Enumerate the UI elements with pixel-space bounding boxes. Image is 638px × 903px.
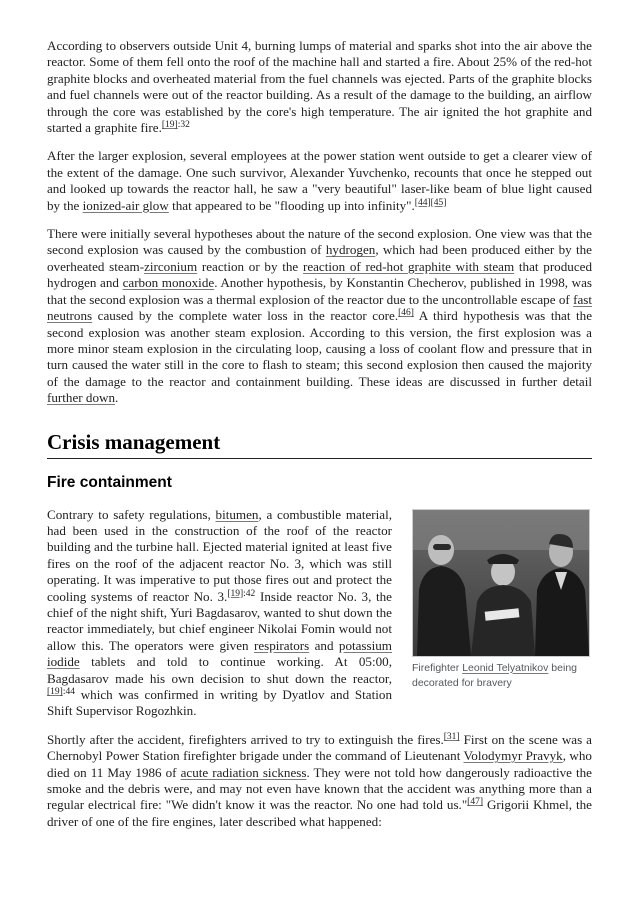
- paragraph-explosion-hypotheses: There were initially several hypotheses about the nature of the second explosion. One view was that the second explosion was caused by the combustion of hydrogen, which had been produced either by the overheated steam-zirconium reaction or by the reaction of red-hot graphite with steam that produced hydrogen and carbon monoxide. Another hypothesis, by Konstantin Checherov, published in 1998, was that the second explosion was a thermal explosion of the reactor due to the uncontrollable escape of fast neutrons caused by the complete water loss in the reactor core.[46] A third hypothesis was that the second explosion was another steam explosion. According to this version, the first explosion was a more minor steam explosion in the circulating loop, causing a loss of coolant flow and pressure that in turn caused the water still in the core to flash to steam; this second explosion then caused the majority of the damage to the reactor and containment building. These ideas are discussed in further detail further down.: [47, 226, 593, 406]
- paragraph-reactor-3-fires: Contrary to safety regulations, bitumen, a combustible material, had been used in the construction of the roof of the reactor building and the turbine hall. Ejected material ignited at least five fires on the roof of the adjacent reactor No. 3, which was still operating. It was imperative to put those fires out and protect the cooling systems of reactor No. 3.$^{[19]:42}$ Inside reactor No. 3, the chief of the night shift, Yuri Bagdasarov, wanted to shut down the reactor immediately, but chief engineer Nikolai Fomin would not allow this. The operators were given respirators and potassium iodide tablets and told to continue working. At 05:00, Bagdasarov made his own decision to shut down the reactor,$^{[19]:44}$ which was confirmed in writing by Dyatlov and Station Shift Supervisor Rogozhkin.: [47, 506, 392, 719]
- citation-44[interactable]: [44]: [414, 197, 431, 208]
- link-zirconium[interactable]: zirconium: [144, 258, 198, 274]
- link-fast-neutrons[interactable]: fast neutrons: [47, 291, 592, 324]
- section-heading-crisis-management: Crisis management: [47, 429, 592, 459]
- citation-31[interactable]: [31]: [443, 731, 460, 742]
- link-ionized-air-glow[interactable]: ionized-air glow: [82, 197, 169, 213]
- link-respirators[interactable]: respirators: [253, 637, 310, 653]
- link-acute-radiation-sickness[interactable]: acute radiation sickness: [180, 764, 307, 780]
- paragraph-graphite-fire: [47, 38, 592, 136]
- citation-19-42[interactable]: [19]:42: [227, 588, 256, 599]
- citation-46[interactable]: [46]: [398, 308, 414, 319]
- paragraph-text: According to observers outside Unit 4, burning lumps of material and sparks shot into the air above the reactor. Some of them fell onto the roof of the machine hall and started a fire. About 25% of the red-hot graphite blocks and overheated material from the fuel channels was ejected. Parts of the graphite blocks and fuel channels were out of the reactor building. As a result of the damage to the building, an airflow through the core was established by the core's high temperature. The air ignited the hot graphite and started a graphite fire.: [47, 38, 592, 136]
- citation-45[interactable]: [45]: [430, 197, 447, 208]
- link-hydrogen[interactable]: hydrogen: [325, 242, 376, 258]
- link-carbon-monoxide[interactable]: carbon monoxide: [122, 275, 215, 291]
- paragraph-firefighters: Shortly after the accident, firefighters arrived to try to extinguish the fires.[31] First on the scene was a Chernobyl Power Station firefighter brigade under the command of Lieutenant Volodymyr Pravyk, who died on 11 May 1986 of acute radiation sickness. They were not told how dangerously radioactive the smoke and the debris were, and may not even have known that the accident was anything more than a regular electrical fire: "We didn't know it was the reactor. No one had told us."[47] Grigorii Khmel, the driver of one of the fire engines, later described what happened:: [47, 731, 592, 829]
- link-bitumen[interactable]: bitumen: [215, 506, 259, 522]
- link-leonid-telyatnikov[interactable]: Leonid Telyatnikov: [462, 661, 549, 674]
- fire-containment-section: [47, 507, 592, 732]
- citation-47[interactable]: [47]: [467, 797, 483, 808]
- telyatnikov-photo[interactable]: [412, 509, 590, 657]
- link-graphite-steam-reaction[interactable]: reaction of red-hot graphite with steam: [302, 258, 515, 274]
- link-volodymyr-pravyk[interactable]: Volodymyr Pravyk: [463, 748, 563, 764]
- link-potassium-iodide[interactable]: potassium iodide: [47, 637, 392, 670]
- photo-figure: [412, 509, 592, 691]
- citation-19[interactable]: [19]:32: [161, 120, 190, 131]
- link-further-down[interactable]: further down: [47, 390, 115, 406]
- paragraph-blue-light: After the larger explosion, several employees at the power station went outside to get a clearer view of the extent of the damage. One such survivor, Alexander Yuvchenko, recounts that once he stepped out and looked up towards the reactor hall, he saw a "very beautiful" laser-like beam of blue light caused by the ionized-air glow that appeared to be "flooding up into infinity".[44][45]: [47, 148, 592, 213]
- citation-19-44[interactable]: [19]:44: [47, 687, 75, 697]
- photo-caption: Firefighter Leonid Telyatnikov being decorated for bravery: [412, 661, 577, 689]
- subsection-heading-fire-containment: Fire containment: [47, 473, 172, 491]
